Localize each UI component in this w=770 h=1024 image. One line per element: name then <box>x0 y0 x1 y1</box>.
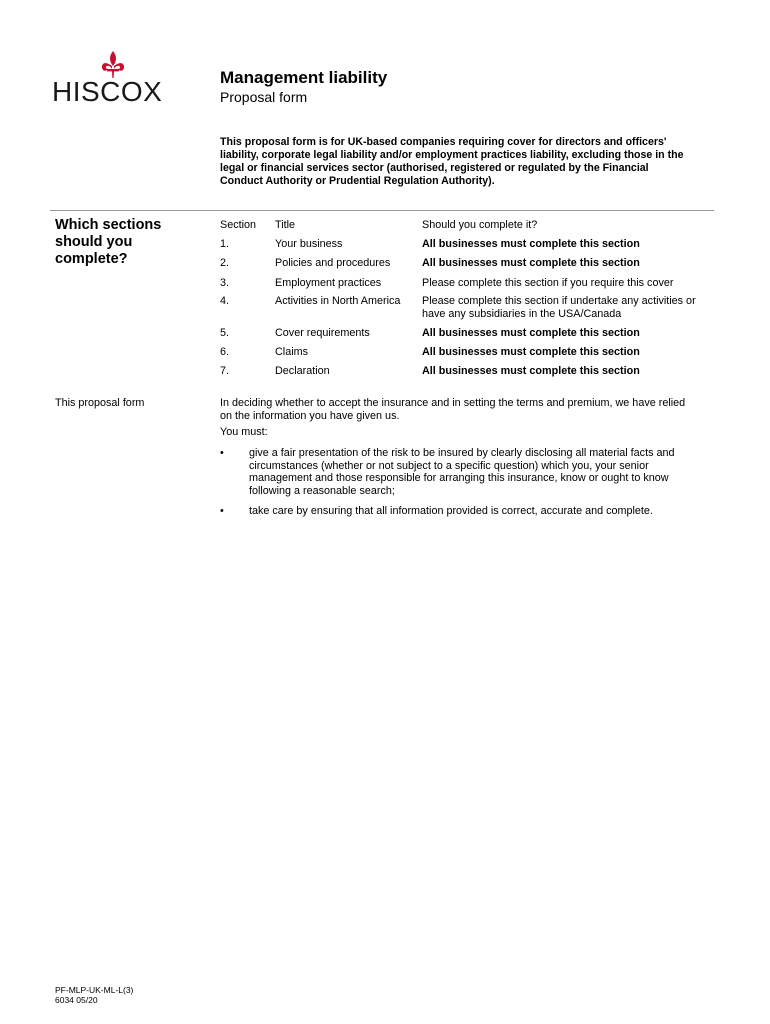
section-requirement: All businesses must complete this section <box>422 257 640 269</box>
form-reference: 6034 05/20 <box>55 995 98 1005</box>
footer <box>55 985 133 1005</box>
section-requirement: Please complete this section if undertake any activities or have any subsidiaries in the USA/Canada <box>422 295 696 320</box>
section-number: 7. <box>220 365 230 377</box>
hiscox-logo <box>52 50 176 110</box>
obligation-list <box>220 447 710 526</box>
form-code: PF-MLP-UK-ML-L(3) <box>55 985 134 995</box>
sections-heading: Which sections should you complete? <box>55 217 162 267</box>
section-requirement: Please complete this section if you require this cover <box>422 277 674 289</box>
proposal-body <box>220 397 700 439</box>
bullet-icon: • <box>220 505 224 517</box>
section-number: 3. <box>220 277 230 289</box>
bullet-icon: • <box>220 447 224 459</box>
intro-paragraph: This proposal form is for UK-based companies requiring cover for directors and officers' liability, corporate legal liability and/or employment practices liability, excluding those in the legal or financial services sector (authorised, registered or regulated by the Financial Conduct Authority or Prudential Regulation Authority). <box>220 136 684 187</box>
column-header-title: Title <box>275 219 295 231</box>
list-item <box>220 505 710 518</box>
column-header-section: Section <box>220 219 257 231</box>
section-title: Policies and procedures <box>275 257 391 269</box>
you-must-label: You must: <box>220 426 268 438</box>
section-requirement: All businesses must complete this section <box>422 365 640 377</box>
section-title: Employment practices <box>275 277 382 289</box>
section-requirement: All businesses must complete this section <box>422 238 640 250</box>
section-title: Your business <box>275 238 343 250</box>
list-item-text: take care by ensuring that all information provided is correct, accurate and complete. <box>249 505 653 517</box>
section-requirement: All businesses must complete this section <box>422 346 640 358</box>
page-subtitle: Proposal form <box>220 89 308 105</box>
column-header-complete: Should you complete it? <box>422 219 538 231</box>
proposal-form-label: This proposal form <box>55 397 145 409</box>
section-title: Declaration <box>275 365 330 377</box>
logo-wordmark: HISCOX <box>52 76 163 107</box>
section-title: Activities in North America <box>275 295 401 307</box>
section-number: 2. <box>220 257 230 269</box>
section-title: Claims <box>275 346 308 358</box>
section-number: 5. <box>220 327 230 339</box>
section-number: 6. <box>220 346 230 358</box>
list-item <box>220 447 710 497</box>
section-number: 1. <box>220 238 230 250</box>
proposal-paragraph: In deciding whether to accept the insurance and in setting the terms and premium, we have relied on the information you have given us. <box>220 397 686 422</box>
section-divider <box>50 210 714 211</box>
list-item-text: give a fair presentation of the risk to be insured by clearly disclosing all material facts and circumstances (whether or not subject to a specific question) which you, your senior management and those responsible for arranging this insurance, know or ought to know following a reasonable search; <box>249 447 675 497</box>
section-requirement: All businesses must complete this section <box>422 327 640 339</box>
page-title: Management liability <box>220 68 388 87</box>
section-title: Cover requirements <box>275 327 370 339</box>
section-number: 4. <box>220 295 230 307</box>
